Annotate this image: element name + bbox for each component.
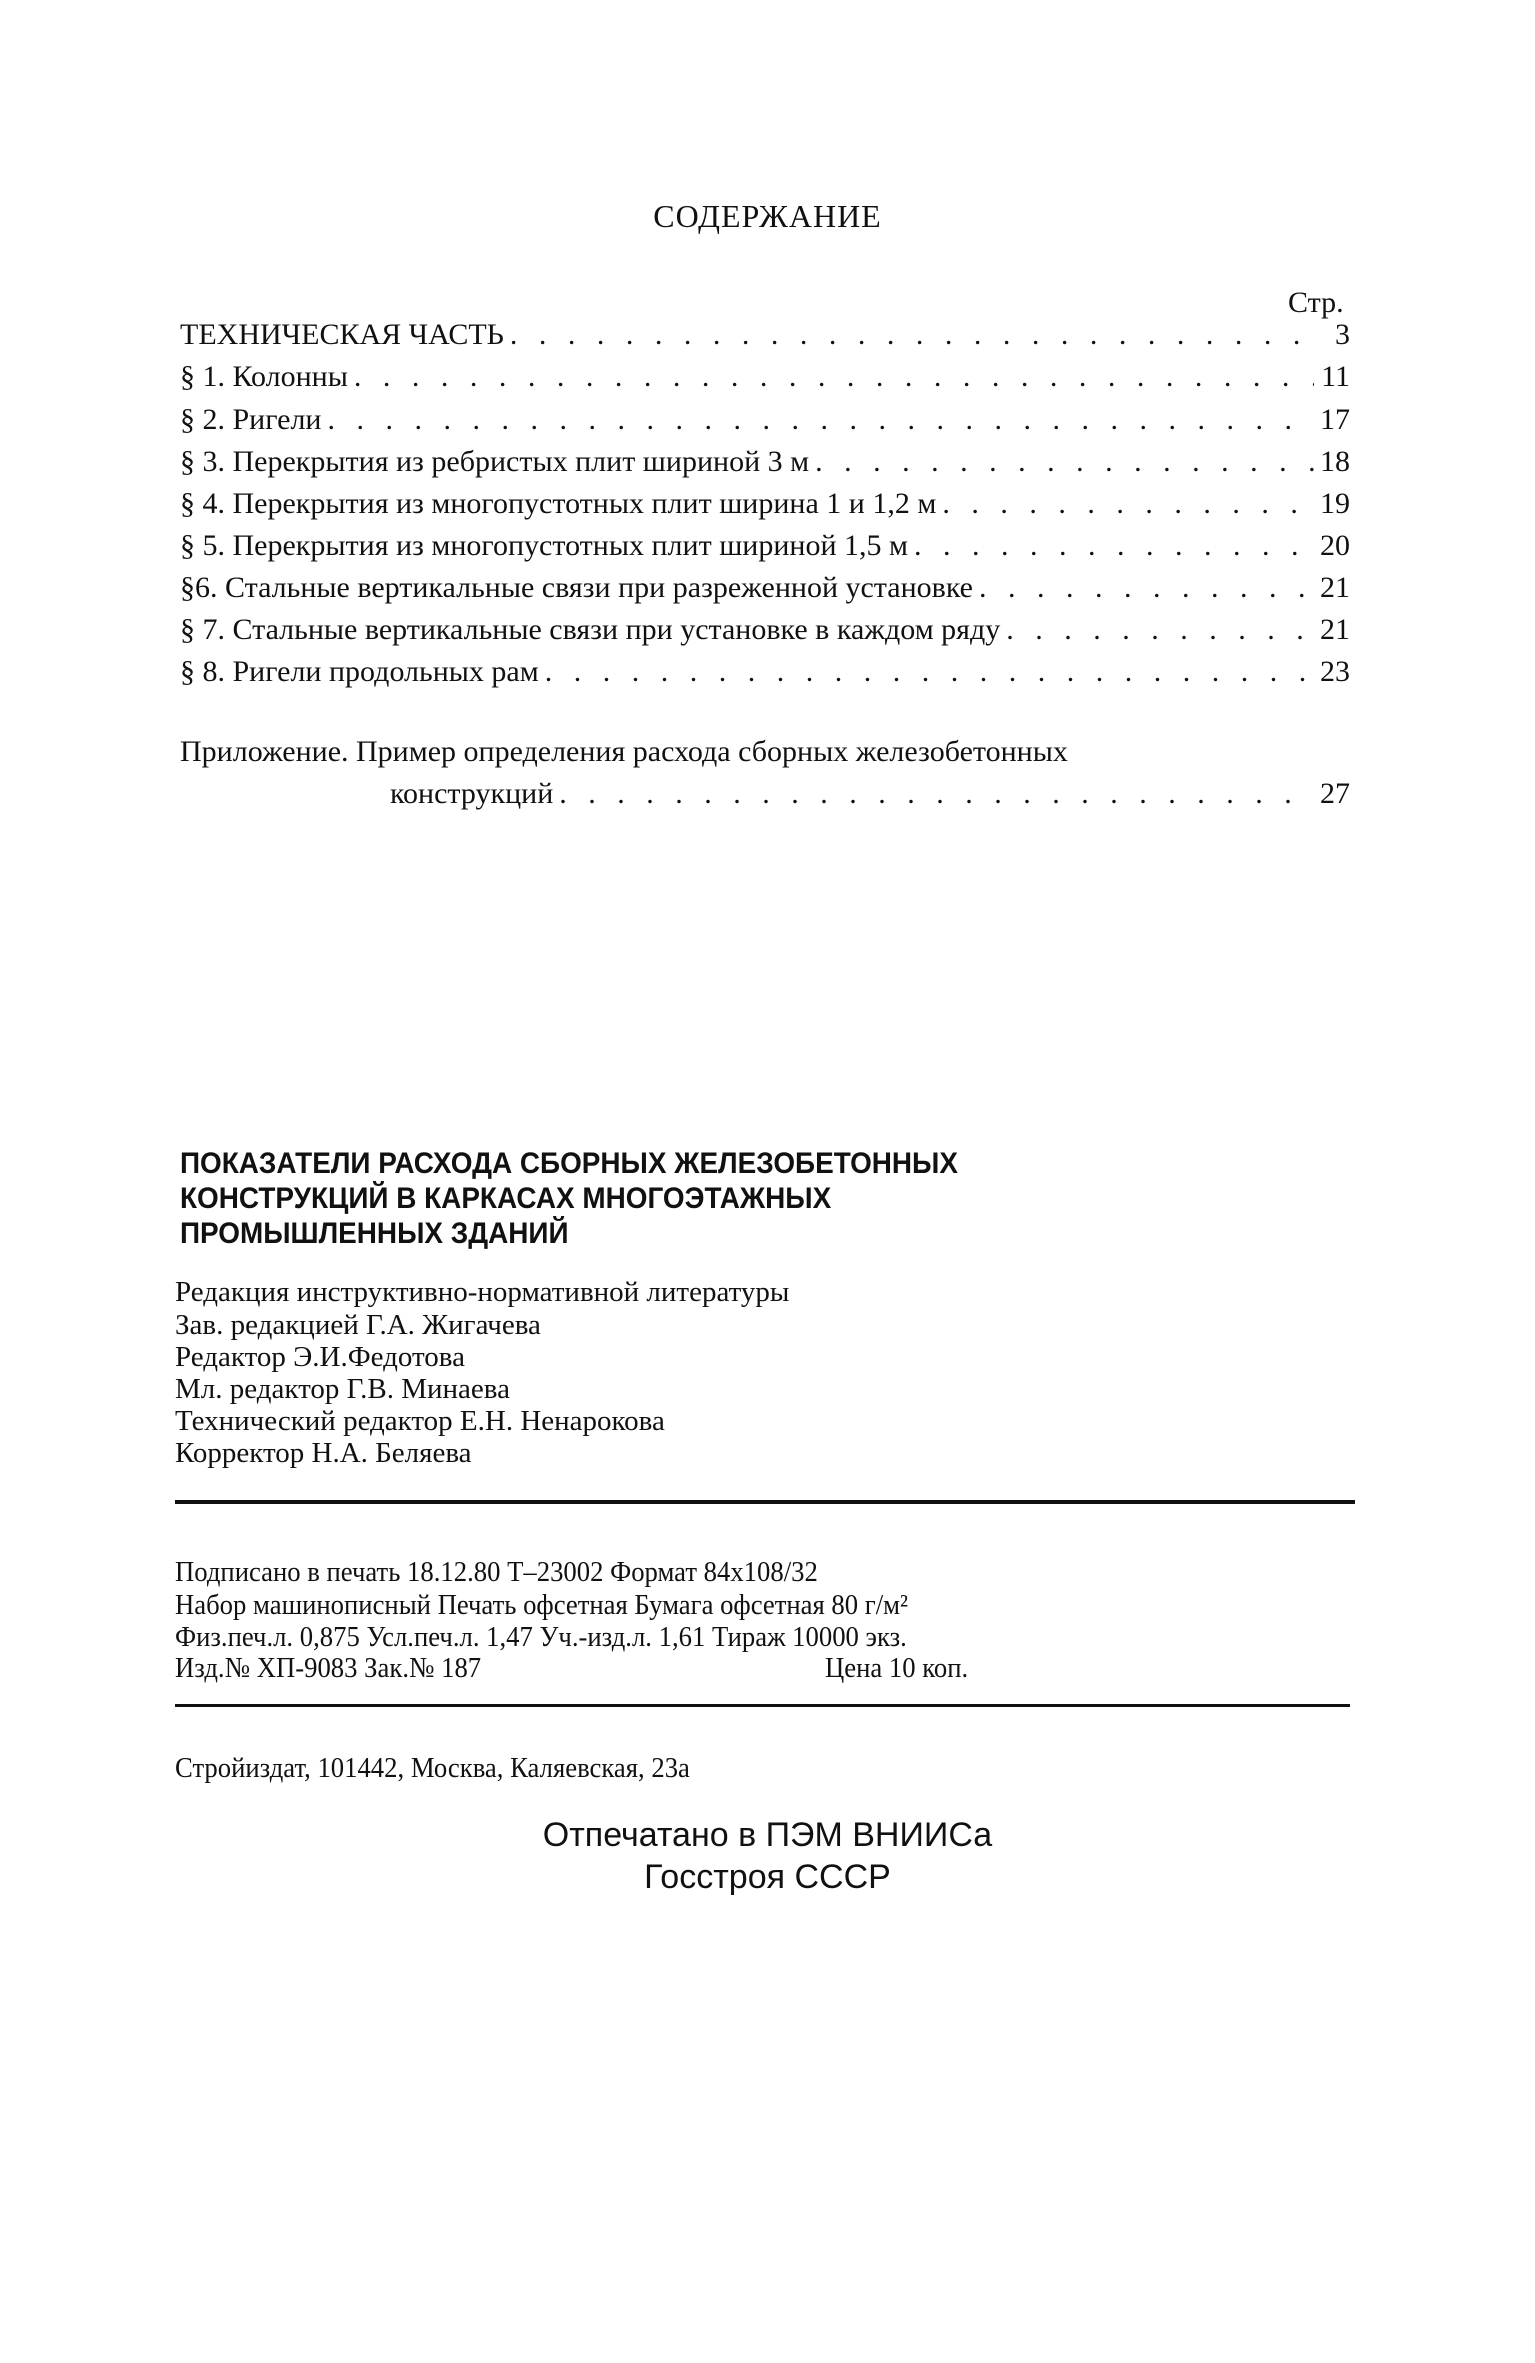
toc-label: ТЕХНИЧЕСКАЯ ЧАСТЬ — [180, 318, 504, 351]
toc-label: § 3. Перекрытия из ребристых плит шириной 3 м — [180, 445, 810, 478]
appendix-label: Приложение. Пример определения расхода сборных железобетонных — [180, 735, 1068, 768]
book-title-line: ПРОМЫШЛЕННЫХ ЗДАНИЙ — [180, 1217, 569, 1250]
toc-label: § 4. Перекрытия из многопустотных плит ширина 1 и 1,2 м — [180, 487, 937, 520]
editorial-line: Зав. редакцией Г.А. Жигачева — [175, 1309, 541, 1341]
imprint-line: Изд.№ ХП-9083 Зак.№ 187 — [175, 1652, 482, 1684]
imprint-line: Набор машинописный Печать офсетная Бумага офсетная 80 г/м² — [175, 1589, 909, 1621]
toc-page: 23 — [1320, 655, 1350, 688]
toc-page: 21 — [1320, 571, 1350, 604]
dot-leader — [328, 403, 1315, 437]
dot-leader — [354, 360, 1314, 394]
publisher-address: Стройиздат, 101442, Москва, Каляевская, 23а — [175, 1752, 690, 1784]
editorial-line: Мл. редактор Г.В. Минаева — [175, 1373, 510, 1405]
toc-page: 3 — [1335, 318, 1350, 351]
toc-item — [180, 571, 1350, 611]
toc-page: 11 — [1321, 360, 1350, 393]
toc-label: § 2. Ригели — [180, 403, 322, 436]
dot-leader — [559, 777, 1314, 811]
dot-leader — [1006, 613, 1314, 647]
price: Цена 10 коп. — [825, 1652, 969, 1684]
toc-label: §6. Стальные вертикальные связи при разреженной установке — [180, 571, 973, 604]
toc-page: 17 — [1320, 403, 1350, 436]
book-title-line: ПОКАЗАТЕЛИ РАСХОДА СБОРНЫХ ЖЕЛЕЗОБЕТОННЫХ — [180, 1147, 958, 1180]
toc-item — [180, 487, 1350, 527]
toc-page: 20 — [1320, 529, 1350, 562]
contents-title: СОДЕРЖАНИЕ — [653, 198, 882, 234]
toc-page: 27 — [1320, 777, 1350, 810]
editorial-line: Корректор Н.А. Беляева — [175, 1437, 472, 1469]
dot-leader — [979, 571, 1314, 605]
editorial-line: Редакция инструктивно-нормативной литературы — [175, 1276, 790, 1308]
editorial-line: Редактор Э.И.Федотова — [175, 1341, 465, 1373]
toc-item — [180, 360, 1350, 400]
divider-rule — [175, 1500, 1355, 1504]
toc-label: § 1. Колонны — [180, 360, 348, 393]
toc-page: 19 — [1320, 487, 1350, 520]
dot-leader — [545, 655, 1314, 689]
dot-leader — [510, 318, 1314, 352]
imprint-line: Подписано в печать 18.12.80 Т–23002 Формат 84х108/32 — [175, 1556, 818, 1588]
book-title-line: КОНСТРУКЦИЙ В КАРКАСАХ МНОГОЭТАЖНЫХ — [180, 1182, 832, 1215]
page-column-header: Стр. — [1288, 286, 1344, 319]
toc-item — [180, 403, 1350, 443]
toc-page: 18 — [1320, 445, 1350, 478]
printer-line: Госстроя СССР — [644, 1858, 891, 1896]
appendix-label-cont: конструкций — [390, 777, 554, 810]
appendix-line1 — [180, 735, 1350, 775]
toc-item — [180, 445, 1350, 485]
toc-page: 21 — [1320, 613, 1350, 646]
imprint-line: Физ.печ.л. 0,875 Усл.печ.л. 1,47 Уч.-изд.л. 1,61 Тираж 10000 экз. — [175, 1621, 907, 1653]
toc-item — [180, 529, 1350, 569]
toc-label: § 7. Стальные вертикальные связи при установке в каждом ряду — [180, 613, 1001, 646]
dot-leader — [942, 487, 1314, 521]
toc-item — [180, 318, 1350, 358]
editorial-line: Технический редактор Е.Н. Ненарокова — [175, 1405, 665, 1437]
toc-item — [180, 613, 1350, 653]
appendix-line2 — [390, 777, 1350, 817]
dot-leader — [914, 529, 1314, 563]
toc-label: § 8. Ригели продольных рам — [180, 655, 539, 688]
toc-label: § 5. Перекрытия из многопустотных плит шириной 1,5 м — [180, 529, 908, 562]
toc-item — [180, 655, 1350, 695]
printer-line: Отпечатано в ПЭМ ВНИИСа — [542, 1816, 993, 1854]
dot-leader — [815, 445, 1314, 479]
divider-rule — [175, 1704, 1350, 1707]
